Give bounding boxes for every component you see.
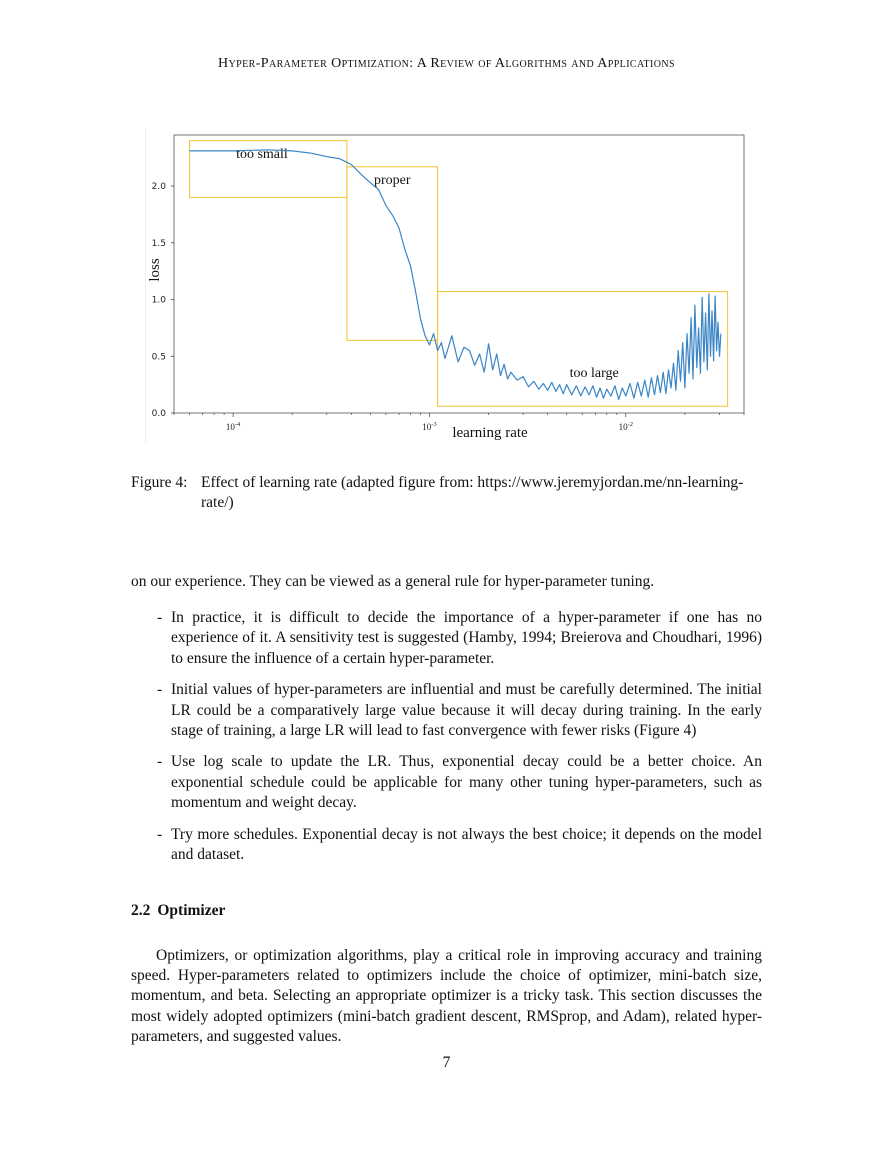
x-tick-label: $10^{-4}$ — [225, 421, 241, 432]
page-number: 7 — [442, 1054, 451, 1071]
loss-vs-learning-rate-chart — [145, 128, 745, 443]
x-tick-label: $10^{-3}$ — [422, 421, 437, 432]
y-tick-label: 0.5 — [151, 352, 166, 363]
list-item-text: Try more schedules. Exponential decay is not always the best choice; it depends on the model and dataset. — [171, 825, 762, 864]
bullet-marker: - — [157, 753, 163, 771]
y-tick-label: 0.0 — [151, 409, 166, 419]
series-layer — [190, 150, 721, 400]
caption-label: Figure 4: — [131, 474, 188, 491]
regions-layer — [190, 141, 728, 407]
section-number: 2.2 — [131, 902, 151, 919]
y-axis-label: loss — [147, 258, 163, 282]
region-label: too small — [236, 147, 288, 163]
region-label: proper — [373, 172, 411, 188]
bullet-marker: - — [157, 681, 163, 699]
list-item-text: Initial values of hyper-parameters are influential and must be carefully determined. The initial LR could be a comparatively large value because it will decay during training. In the early stage of training, a large LR will lead to fast convergence with fewer risks (Figure 4) — [171, 681, 762, 740]
x-axis-label: learning rate — [452, 425, 528, 441]
intro-paragraph: on our experience. They can be viewed as a general rule for hyper-parameter tuning. — [131, 572, 655, 590]
region-label: too large — [569, 365, 619, 381]
list-item — [131, 825, 762, 866]
bullet-marker: - — [157, 609, 163, 626]
y-tick-label: 1.5 — [151, 238, 166, 249]
list-item — [131, 680, 762, 741]
learning-rate-figure — [145, 128, 745, 443]
figure-caption — [131, 473, 763, 513]
caption-text: Effect of learning rate (adapted figure from: https://www.jeremyjordan.me/nn-learning-rate/) — [201, 474, 744, 511]
tuning-rules-list — [131, 608, 762, 876]
section-heading — [131, 902, 225, 920]
loss-curve — [190, 150, 721, 400]
region-box — [438, 292, 728, 407]
section-title: Optimizer — [157, 902, 226, 919]
y-ticks — [152, 182, 174, 419]
y-tick-label: 1.0 — [151, 295, 166, 306]
running-head: Hyper-Parameter Optimization: A Review of Algorithms and Applications — [218, 56, 675, 71]
bullet-marker: - — [157, 825, 163, 843]
region-box — [347, 167, 438, 341]
section-paragraph: Optimizers, or optimization algorithms, play a critical role in improving accuracy and training speed. Hyper-parameters related to optimizers include the choice of optimizer, mini-batch size, momentum, and beta. Selecting an appropriate optimizer is a tricky task. This section discusses the most widely adopted optimizers (mini-batch gradient descent, RMSprop, and Adam), related hyper-parameters, and suggested values. — [131, 946, 762, 1046]
list-item — [131, 752, 762, 813]
x-tick-label: $10^{-2}$ — [618, 421, 634, 432]
y-tick-label: 2.0 — [151, 182, 166, 193]
list-item — [131, 608, 762, 669]
list-item-text: Use log scale to update the LR. Thus, exponential decay could be a better choice. An exponential schedule could be applicable for many other tuning hyper-parameters, such as momentum and weight decay. — [171, 753, 762, 812]
list-item-text: In practice, it is difficult to decide the importance of a hyper-parameter if one has no experience of it. A sensitivity test is suggested (Hamby, 1994; Breierova and Choudhari, 1996) to ensure the influence of a certain hyper-parameter. — [171, 609, 762, 667]
plot-frame — [174, 135, 744, 413]
